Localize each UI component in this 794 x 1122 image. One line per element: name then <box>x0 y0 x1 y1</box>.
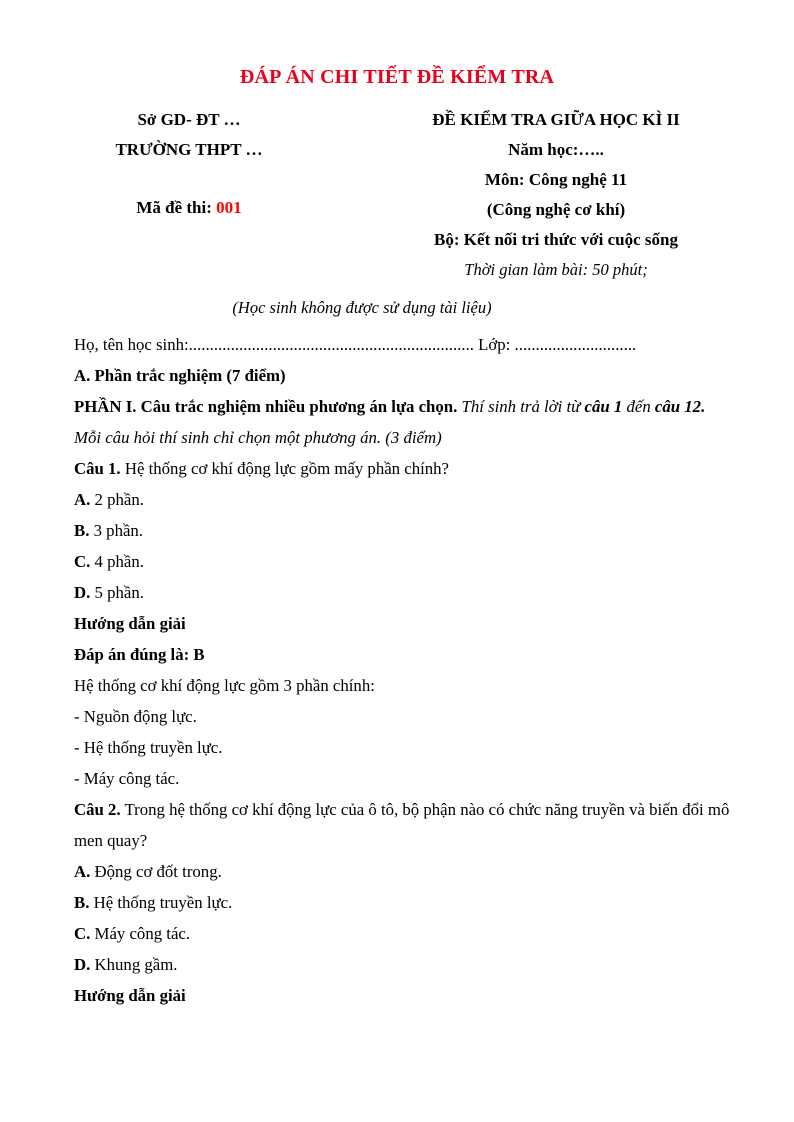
page-title: ĐÁP ÁN CHI TIẾT ĐỀ KIỂM TRA <box>239 66 555 88</box>
answer-option-text: Máy công tác. <box>90 924 191 943</box>
exam-notice: (Học sinh không được sử dụng tài liệu) <box>232 298 492 317</box>
exam-header <box>0 89 794 285</box>
answer-option-text: 5 phần. <box>90 583 144 602</box>
correct-answer-line <box>74 639 736 670</box>
section-phan-i <box>74 391 736 453</box>
student-class-dots: ............................. <box>514 335 637 354</box>
question-stem <box>74 453 736 484</box>
answer-option[interactable] <box>74 577 736 608</box>
answer-option[interactable] <box>74 856 736 887</box>
answer-option-key: D. <box>74 583 91 602</box>
answer-option-key: D. <box>74 955 91 974</box>
school-year-line: Năm học:….. <box>508 140 604 159</box>
answer-option-key: A. <box>74 490 91 509</box>
answer-option[interactable] <box>74 515 736 546</box>
explanation-line: - Hệ thống truyền lực. <box>74 738 223 757</box>
section-phan-i-range-end: câu 12. <box>654 397 706 416</box>
department-line: Sở GD- ĐT … <box>137 110 241 129</box>
solution-heading <box>74 608 736 639</box>
curriculum-line: Bộ: Kết nối tri thức với cuộc sống <box>434 230 678 249</box>
answer-option[interactable] <box>74 887 736 918</box>
section-phan-i-range-start: câu 1 <box>584 397 623 416</box>
answer-option-key: C. <box>74 924 91 943</box>
correct-answer-label: Đáp án đúng là: B <box>74 645 205 664</box>
answer-option[interactable] <box>74 546 736 577</box>
section-part-a-label: A. Phần trắc nghiệm (7 điểm) <box>74 366 286 385</box>
section-part-a <box>74 360 736 391</box>
explanation-line: Hệ thống cơ khí động lực gồm 3 phần chính: <box>74 676 375 695</box>
section-phan-i-italic-3: Mỗi câu hỏi thí sinh chỉ chọn một phương án. (3 điểm) <box>74 428 442 447</box>
exam-header-left-column <box>0 105 340 223</box>
question-text: Trong hệ thống cơ khí động lực của ô tô, bộ phận nào có chức năng truyền và biến đổi mô men quay? <box>74 800 730 850</box>
subject-line: Môn: Công nghệ 11 <box>484 170 628 189</box>
answer-option-text: 2 phần. <box>90 490 144 509</box>
section-phan-i-italic-2: đến <box>622 397 655 416</box>
answer-option-text: 3 phần. <box>89 521 143 540</box>
question-label: Câu 1. <box>74 459 121 478</box>
question-stem <box>74 794 736 856</box>
answer-option-key: B. <box>74 893 90 912</box>
section-phan-i-italic-1: Thí sinh trả lời từ <box>457 397 585 416</box>
answer-option-text: 4 phần. <box>90 552 144 571</box>
solution-heading-label: Hướng dẫn giải <box>74 986 186 1005</box>
answer-option[interactable] <box>74 484 736 515</box>
explanation-line: - Máy công tác. <box>74 769 180 788</box>
answer-option-text: Khung gầm. <box>90 955 178 974</box>
exam-header-right-column <box>340 105 794 285</box>
answer-option-key: B. <box>74 521 90 540</box>
solution-heading <box>74 980 736 1011</box>
exam-code-value: 001 <box>216 198 242 217</box>
answer-option-text: Động cơ đốt trong. <box>90 862 222 881</box>
answer-option-key: C. <box>74 552 91 571</box>
section-phan-i-heading: PHẦN I. Câu trắc nghiệm nhiều phương án lựa chọn. <box>74 397 458 416</box>
question-label: Câu 2. <box>74 800 121 819</box>
school-line: TRƯỜNG THPT … <box>115 140 263 159</box>
student-class-label: Lớp: <box>478 335 511 354</box>
exam-code-label: Mã đề thi: <box>136 198 212 217</box>
solution-heading-label: Hướng dẫn giải <box>74 614 186 633</box>
answer-option-key: A. <box>74 862 91 881</box>
duration-line: Thời gian làm bài: 50 phút; <box>464 260 648 279</box>
student-name-dots: .................................................................... <box>188 335 474 354</box>
question-text: Hệ thống cơ khí động lực gồm mấy phần chính? <box>120 459 449 478</box>
explanation-line: - Nguồn động lực. <box>74 707 197 726</box>
student-name-label: Họ, tên học sinh: <box>74 335 189 354</box>
student-info-line <box>74 329 736 360</box>
answer-option[interactable] <box>74 918 736 949</box>
exam-body <box>0 323 794 1011</box>
exam-title-line: ĐỀ KIỂM TRA GIỮA HỌC KÌ II <box>432 110 680 129</box>
subject-subtitle-line: (Công nghệ cơ khí) <box>486 200 626 219</box>
exam-code-line <box>38 193 340 223</box>
answer-option-text: Hệ thống truyền lực. <box>89 893 233 912</box>
answer-option[interactable] <box>74 949 736 980</box>
